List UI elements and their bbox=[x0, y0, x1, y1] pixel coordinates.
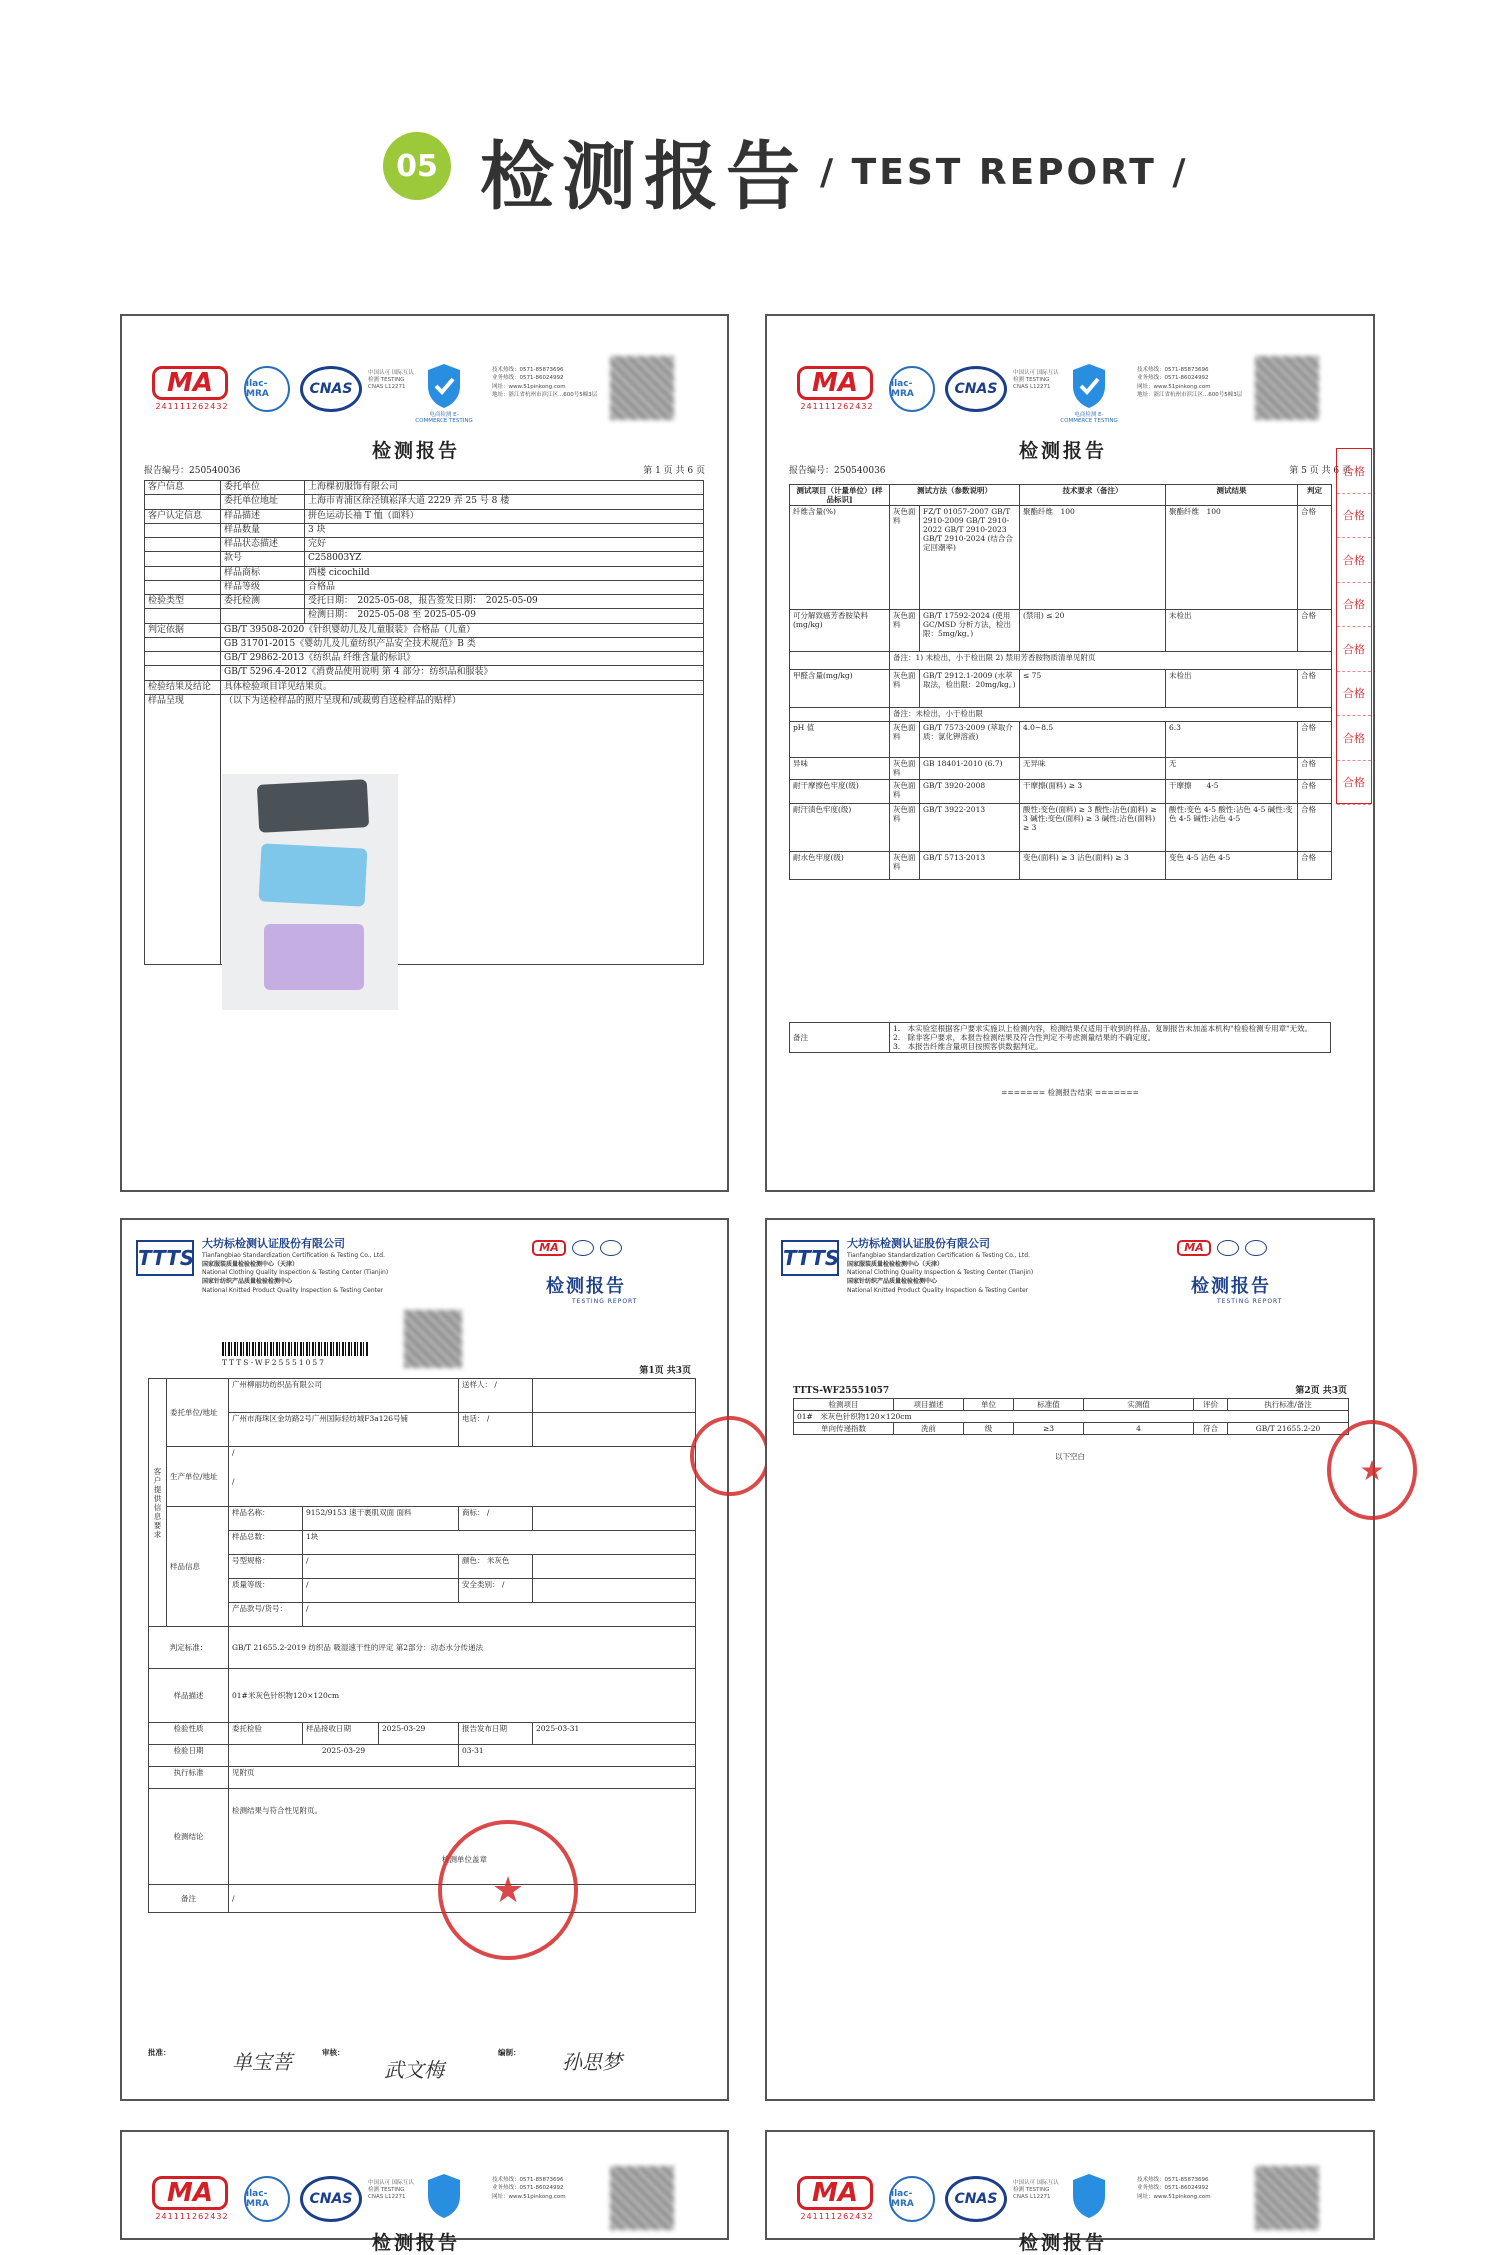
table-cell: 变色 4-5 沾色 4-5 bbox=[1166, 852, 1298, 880]
report-number: 报告编号：250540036 bbox=[144, 466, 241, 476]
doc-title: 检测报告 bbox=[1019, 440, 1108, 462]
row-note: 备注：1) 未检出，小于检出限 2) 禁用芳香胺物质清单见附页 bbox=[890, 652, 1332, 670]
table-header-cell: 判定 bbox=[1298, 485, 1332, 506]
row-value: 检测日期： 2025-05-08 至 2025-05-09 bbox=[305, 609, 704, 623]
cnas-note: 中国认可 国际互认 检测 TESTING CNAS L12271 bbox=[368, 2180, 414, 2201]
shield-icon bbox=[424, 362, 464, 410]
section-header bbox=[0, 0, 1500, 300]
row-value: 上海市青浦区徐泾镇崧泽大道 2229 弄 25 号 8 楼 bbox=[305, 495, 704, 509]
contact-info: 技术热线：0571-85873696 业务热线：0571-86024992 网址：www.51pinkong.com bbox=[1137, 2177, 1211, 2200]
table-row bbox=[790, 852, 1332, 880]
pass-stamp-tab: 合格 bbox=[1337, 761, 1371, 806]
table-cell: ≥3 bbox=[1014, 1423, 1084, 1435]
pass-stamp-tab: 合格 bbox=[1337, 538, 1371, 583]
row-label: 样品状态描述 bbox=[221, 538, 305, 552]
table-cell: 灰色面料 bbox=[890, 804, 920, 852]
ilac-mra-logo: ilac-MRA bbox=[889, 2176, 935, 2222]
row-note: 备注：未检出，小于检出限 bbox=[890, 708, 1332, 722]
verdict-cell: 合格 bbox=[1298, 610, 1332, 652]
table-row bbox=[794, 1423, 1349, 1435]
verdict-cell: 合格 bbox=[1298, 780, 1332, 804]
table-row bbox=[145, 538, 704, 552]
verdict-cell: 合格 bbox=[1298, 852, 1332, 880]
pass-stamp-tab: 合格 bbox=[1337, 672, 1371, 717]
row-value: 3 块 bbox=[305, 523, 704, 537]
ttts-title-block bbox=[532, 1240, 712, 1320]
row-value: （以下为送检样品的照片呈现和/或裁剪自送检样品的贴样） bbox=[221, 694, 704, 964]
verdict-cell: 合格 bbox=[1298, 758, 1332, 780]
row-category bbox=[145, 609, 221, 623]
table-cell: 酸性:变色 4-5 酸性:沾色 4-5 碱性:变色 4-5 碱性:沾色 4-5 bbox=[1166, 804, 1298, 852]
row-category: 检验类型 bbox=[145, 595, 221, 609]
table-row bbox=[145, 509, 704, 523]
cnas-mini-logo bbox=[600, 1240, 622, 1256]
approve-label: 批准： bbox=[148, 2048, 171, 2057]
ilac-mini-logo bbox=[1217, 1240, 1239, 1256]
row-category bbox=[145, 580, 221, 594]
table-header-row bbox=[794, 1399, 1349, 1411]
table-cell: 酸性:变色(面料) ≥ 3 酸性:沾色(面料) ≥ 3 碱性:变色(面料) ≥ 3 碱性:沾色(面料) ≥ 3 bbox=[1020, 804, 1166, 852]
table-header-cell: 执行标准/备注 bbox=[1228, 1399, 1349, 1411]
ilac-mini-logo bbox=[572, 1240, 594, 1256]
row-label: 样品等级 bbox=[221, 580, 305, 594]
qr-code bbox=[1255, 2166, 1319, 2230]
cma-logo: MA 241111262432 bbox=[797, 2176, 877, 2226]
row-label: 样品数量 bbox=[221, 523, 305, 537]
testing-report-title: 检测报告 bbox=[1191, 1276, 1271, 1297]
qr-code bbox=[1255, 356, 1319, 420]
pass-stamp-tab: 合格 bbox=[1337, 583, 1371, 628]
table-cell: pH 值 bbox=[790, 722, 890, 758]
pass-stamp-tab: 合格 bbox=[1337, 627, 1371, 672]
table-header-cell: 技术要求（备注） bbox=[1020, 485, 1166, 506]
table-cell: 灰色面料 bbox=[890, 722, 920, 758]
table-cell: 洗前 bbox=[894, 1423, 964, 1435]
table-header-cell: 项目描述 bbox=[894, 1399, 964, 1411]
table-cell: 耐汗渍色牢度(级) bbox=[790, 804, 890, 852]
table-cell: 可分解致癌芳香胺染料(mg/kg) bbox=[790, 610, 890, 652]
row-label: 委托单位地址 bbox=[221, 495, 305, 509]
row-value: C258003YZ bbox=[305, 552, 704, 566]
table-row bbox=[790, 708, 1332, 722]
section-number-badge: 05 bbox=[383, 132, 451, 200]
table-cell: GB/T 5713-2013 bbox=[920, 852, 1020, 880]
table-row bbox=[790, 722, 1332, 758]
qr-code bbox=[404, 1310, 462, 1368]
row-category bbox=[145, 566, 221, 580]
table-row bbox=[145, 566, 704, 580]
table-cell: 灰色面料 bbox=[890, 780, 920, 804]
row-value: 上海棵初服饰有限公司 bbox=[305, 481, 704, 495]
table-cell: (禁用) ≤ 20 bbox=[1020, 610, 1166, 652]
table-row bbox=[145, 523, 704, 537]
table-cell: 4 bbox=[1084, 1423, 1194, 1435]
table-header-cell: 单位 bbox=[964, 1399, 1014, 1411]
table-cell: 耐水色牢度(级) bbox=[790, 852, 890, 880]
verdict-cell: 合格 bbox=[1298, 670, 1332, 708]
table-cell: GB/T 7573-2009 (萃取介质：氯化钾溶液) bbox=[920, 722, 1020, 758]
ttts-title-block bbox=[1177, 1240, 1357, 1320]
cma-mini-logo: MA bbox=[532, 1240, 566, 1256]
table-header-cell: 实测值 bbox=[1084, 1399, 1194, 1411]
ttts-company-info: 大坊标检测认证股份有限公司 Tianfangbiao Standardization Certification & Testing Co., Ltd. 国家服装质量检验检测中心（天津） National Clothing Quality Inspection & Testing Center (Tianjin) 国家针纺织产品质量检验检测中心 National Knitted Product Quality Inspection & Testing Center bbox=[847, 1237, 1034, 1294]
row-category bbox=[145, 552, 221, 566]
cnas-note: 中国认可 国际互认 检测 TESTING CNAS L12271 bbox=[368, 370, 414, 391]
review-label: 审核： bbox=[322, 2048, 345, 2057]
qr-code bbox=[610, 2166, 674, 2230]
table-cell: 灰色面料 bbox=[890, 610, 920, 652]
table-cell: 灰色面料 bbox=[890, 670, 920, 708]
page-number: 第1页 共3页 bbox=[639, 1366, 691, 1376]
cma-logo: MA 241111262432 bbox=[152, 2176, 232, 2226]
ttts-company-info: 大坊标检测认证股份有限公司 Tianfangbiao Standardization Certification & Testing Co., Ltd. 国家服装质量检验检测中心（天津） National Clothing Quality Inspection & Testing Center (Tianjin) 国家针纺织产品质量检验检测中心 National Knitted Product Quality Inspection & Testing Center bbox=[202, 1237, 389, 1294]
row-label: 样品商标 bbox=[221, 566, 305, 580]
row-category: 判定依据 bbox=[145, 623, 221, 637]
table-row bbox=[790, 670, 1332, 708]
cma-mini-logo: MA bbox=[1177, 1240, 1211, 1256]
verdict-cell: 合格 bbox=[1298, 506, 1332, 610]
table-cell: 未检出 bbox=[1166, 610, 1298, 652]
cnas-mini-logo bbox=[1245, 1240, 1267, 1256]
ttts-logo: TTTS bbox=[136, 1240, 194, 1276]
signature-approver: 单宝菩 bbox=[232, 2050, 292, 2074]
table-cell: 聚酯纤维 100 bbox=[1166, 506, 1298, 610]
section-subtitle: / TEST REPORT / bbox=[820, 152, 1189, 193]
contact-info: 技术热线：0571-85873696 业务热线：0571-86024992 网址：www.51pinkong.com 地址：浙江省杭州市滨江区...600号5幢3层 bbox=[1137, 367, 1243, 398]
row-category: 检验结果及结论 bbox=[145, 680, 221, 694]
table-cell: 甲醛含量(mg/kg) bbox=[790, 670, 890, 708]
row-category: 客户信息 bbox=[145, 481, 221, 495]
table-row bbox=[145, 580, 704, 594]
table-row bbox=[790, 758, 1332, 780]
table-header-row bbox=[790, 485, 1332, 506]
sample-photo bbox=[222, 774, 398, 1010]
doc-title: 检测报告 bbox=[372, 440, 461, 462]
table-cell: 无异味 bbox=[1020, 758, 1166, 780]
table-cell: GB 18401-2010 (6.7) bbox=[920, 758, 1020, 780]
table-header-cell: 测试结果 bbox=[1166, 485, 1298, 506]
report-page-partial-1[interactable] bbox=[120, 2130, 729, 2254]
blank-note: 以下空白 bbox=[1055, 1452, 1085, 1461]
red-seal: ★ bbox=[438, 1820, 578, 1960]
report-logos bbox=[152, 356, 692, 426]
ecommerce-label: 电商检测 E-COMMERCE TESTING bbox=[1060, 412, 1118, 424]
table-header-cell: 标准值 bbox=[1014, 1399, 1084, 1411]
ttts-info-table: 客户提供信息要求 委托单位/地址 广州柳丽坊纺织品有限公司 送样人： / 广州市海珠区金坊路2号广州国际轻纺城F3a126号铺 电话： / 生产单位/地址 / / 样品信息 样品名称： 9152/9153 速干裹肌双面 面料 商标： / 样品总数： 1块 号型规格： / 颜色： 米灰色 质量等级： / 安全类别： / 产品款号/货号： / 判定标准： GB/T 21655.2-2019 纺织品 吸湿速干性的评定 第2部分：动态水分传递法 样品描述 01#米灰色针织物120×120cm 检验性质 委托检验 样品接收日期 2025-03-29 报告发布日期 2025-03-31 检验日期 2025-03-29 03-31 执行标准 见附页 检测结论 检测结果与符合性见附页。 检测单位盖章 备注 / bbox=[148, 1378, 696, 1913]
compile-label: 编制： bbox=[498, 2048, 521, 2057]
table-header-cell: 检测项目 bbox=[794, 1399, 894, 1411]
ilac-mra-logo: ilac-MRA bbox=[244, 2176, 290, 2222]
table-row bbox=[790, 804, 1332, 852]
ecommerce-label: 电商检测 E-COMMERCE TESTING bbox=[415, 412, 473, 424]
table-cell: 变色(面料) ≥ 3 沾色(面料) ≥ 3 bbox=[1020, 852, 1166, 880]
row-label: 委托单位 bbox=[221, 481, 305, 495]
row-label: 款号 bbox=[221, 552, 305, 566]
cma-logo: MA 241111262432 bbox=[797, 366, 877, 416]
cnas-note: 中国认可 国际互认 检测 TESTING CNAS L12271 bbox=[1013, 2180, 1059, 2201]
report-logos bbox=[797, 2166, 1337, 2236]
ttts-result-table bbox=[793, 1398, 1349, 1435]
barcode bbox=[222, 1342, 368, 1356]
doc-title: 检测报告 bbox=[1019, 2232, 1108, 2254]
table-cell: 6.3 bbox=[1166, 722, 1298, 758]
report-logos bbox=[797, 356, 1337, 426]
row-value: GB 31701-2015《婴幼儿及儿童纺织产品安全技术规范》B 类 bbox=[221, 637, 704, 651]
red-seal-partial: ★ bbox=[1327, 1420, 1417, 1520]
table-cell: 符合 bbox=[1194, 1423, 1228, 1435]
table-cell: 单向传递指数 bbox=[794, 1423, 894, 1435]
table-cell: 耐干摩擦色牢度(级) bbox=[790, 780, 890, 804]
row-value: 西楼 cicochild bbox=[305, 566, 704, 580]
testing-report-en: TESTING REPORT bbox=[1217, 1298, 1283, 1305]
table-row bbox=[145, 609, 704, 623]
testing-report-title: 检测报告 bbox=[546, 1276, 626, 1297]
row-category: 样品呈现 bbox=[145, 694, 221, 964]
cnas-logo: CNAS bbox=[945, 2176, 1007, 2222]
table-cell: 无 bbox=[1166, 758, 1298, 780]
table-row bbox=[145, 495, 704, 509]
table-header-cell: 测试项目（计量单位）[样品标识] bbox=[790, 485, 890, 506]
table-cell: GB/T 2912.1-2009 (水萃取法，检出限：20mg/kg。) bbox=[920, 670, 1020, 708]
table-row bbox=[145, 552, 704, 566]
table-cell: 灰色面料 bbox=[890, 506, 920, 610]
page-number: 第2页 共3页 bbox=[1295, 1386, 1347, 1396]
contact-info: 技术热线：0571-85873696 业务热线：0571-86024992 网址：www.51pinkong.com bbox=[492, 2177, 566, 2200]
sample-swatch-blue bbox=[259, 843, 368, 906]
row-category bbox=[145, 523, 221, 537]
table-cell: ≤ 75 bbox=[1020, 670, 1166, 708]
row-category bbox=[145, 666, 221, 680]
row-value: GB/T 39508-2020《针织婴幼儿及儿童服装》合格品（儿童） bbox=[221, 623, 704, 637]
row-value: 完好 bbox=[305, 538, 704, 552]
report-end-line: ======= 检测报告结束 ======= bbox=[1001, 1088, 1139, 1097]
qr-code bbox=[610, 356, 674, 420]
row-value: GB/T 5296.4-2012《消费品使用说明 第 4 部分：纺织品和服装》 bbox=[221, 666, 704, 680]
table-row bbox=[145, 666, 704, 680]
table-cell: GB/T 21655.2-20 bbox=[1228, 1423, 1349, 1435]
ttts-report-page-2[interactable] bbox=[765, 1218, 1385, 2101]
report-logos bbox=[152, 2166, 692, 2236]
shield-icon bbox=[424, 2172, 464, 2220]
verdict-cell: 合格 bbox=[1298, 804, 1332, 852]
row-category bbox=[145, 495, 221, 509]
table-cell: GB/T 17592-2024 (使用 GC/MSD 分析方法，检出限：5mg/kg。) bbox=[920, 610, 1020, 652]
report-meta bbox=[144, 466, 705, 477]
table-row bbox=[145, 595, 704, 609]
report2-table bbox=[789, 484, 1332, 880]
pass-stamp-strip bbox=[1336, 448, 1372, 804]
report-number: 报告编号：250540036 bbox=[789, 466, 886, 476]
doc-title: 检测报告 bbox=[372, 2232, 461, 2254]
verdict-cell: 合格 bbox=[1298, 722, 1332, 758]
sample-swatch-purple bbox=[264, 924, 364, 990]
shield-icon bbox=[1069, 2172, 1109, 2220]
table-row bbox=[790, 506, 1332, 610]
cnas-logo: CNAS bbox=[945, 366, 1007, 412]
table-row bbox=[145, 652, 704, 666]
table-row bbox=[790, 610, 1332, 652]
ilac-mra-logo: ilac-MRA bbox=[889, 366, 935, 412]
page-number: 第 5 页 共 6 页 bbox=[1289, 466, 1351, 476]
row-category: 客户认定信息 bbox=[145, 509, 221, 523]
table-cell: GB/T 3922-2013 bbox=[920, 804, 1020, 852]
row-category bbox=[145, 637, 221, 651]
table-cell: 灰色面料 bbox=[890, 852, 920, 880]
table-cell: 异味 bbox=[790, 758, 890, 780]
cnas-logo: CNAS bbox=[300, 366, 362, 412]
page-number: 第 1 页 共 6 页 bbox=[643, 466, 705, 476]
row-value: 具体检验项目详见结果页。 bbox=[221, 680, 704, 694]
table-cell: 4.0~8.5 bbox=[1020, 722, 1166, 758]
red-seal-partial bbox=[690, 1416, 770, 1496]
testing-report-en: TESTING REPORT bbox=[572, 1298, 638, 1305]
ttts-report-page-1[interactable] bbox=[120, 1218, 729, 2101]
table-header-cell: 测试方法（参数说明） bbox=[890, 485, 1020, 506]
report-page-1[interactable] bbox=[120, 314, 729, 1192]
pass-stamp-tab: 合格 bbox=[1337, 494, 1371, 539]
sample-swatch-gray bbox=[257, 779, 369, 833]
report2-notes: 备注 1. 本实验室根据客户要求实施以上检测内容，检测结果仅适用于收到的样品。复制报告未加盖本机构"检验检测专用章"无效。 2. 除非客户要求，本报告检测结果及符合性判定不考虑测量结果的不确定度。 3. 本报告纤维含量项目按照客供数据判定。 bbox=[789, 1022, 1331, 1053]
ilac-mra-logo: ilac-MRA bbox=[244, 366, 290, 412]
signature-reviewer: 武文梅 bbox=[384, 2058, 444, 2082]
pass-stamp-tab: 合格 bbox=[1337, 449, 1371, 494]
sample-cell: 01# 米灰色针织物120×120cm bbox=[794, 1411, 1349, 1423]
table-cell: 干摩擦(面料) ≥ 3 bbox=[1020, 780, 1166, 804]
row-value: 拼色运动长袖 T 恤（面料） bbox=[305, 509, 704, 523]
row-value: 合格品 bbox=[305, 580, 704, 594]
report-page-partial-2[interactable] bbox=[765, 2130, 1375, 2254]
table-cell: 纤维含量(%) bbox=[790, 506, 890, 610]
table-cell: GB/T 3920-2008 bbox=[920, 780, 1020, 804]
table-row bbox=[145, 680, 704, 694]
row-value: GB/T 29862-2013《纺织品 纤维含量的标识》 bbox=[221, 652, 704, 666]
cnas-note: 中国认可 国际互认 检测 TESTING CNAS L12271 bbox=[1013, 370, 1059, 391]
cma-logo: MA 241111262432 bbox=[152, 366, 232, 416]
report-number: TTTS-WF25551057 bbox=[793, 1386, 890, 1396]
cnas-logo: CNAS bbox=[300, 2176, 362, 2222]
table-cell: FZ/T 01057-2007 GB/T 2910-2009 GB/T 2910-2022 GB/T 2910-2023 GB/T 2910-2024 (结合合定回潮率) bbox=[920, 506, 1020, 610]
row-label: 委托检测 bbox=[221, 595, 305, 609]
table-cell: 灰色面料 bbox=[890, 758, 920, 780]
pass-stamp-tab: 合格 bbox=[1337, 716, 1371, 761]
report-page-5[interactable] bbox=[765, 314, 1375, 1192]
contact-info: 技术热线：0571-85873696 业务热线：0571-86024992 网址：www.51pinkong.com 地址：浙江省杭州市滨江区...600号5幢3层 bbox=[492, 367, 598, 398]
table-row bbox=[145, 637, 704, 651]
table-row bbox=[145, 623, 704, 637]
ttts-logo: TTTS bbox=[781, 1240, 839, 1276]
row-label bbox=[221, 609, 305, 623]
table-cell: 级 bbox=[964, 1423, 1014, 1435]
signature-compiler: 孙思梦 bbox=[562, 2050, 622, 2074]
barcode-text: TTTS-WF25551057 bbox=[222, 1358, 326, 1367]
table-cell: 聚酯纤维 100 bbox=[1020, 506, 1166, 610]
report-meta bbox=[793, 1386, 1347, 1397]
shield-icon bbox=[1069, 362, 1109, 410]
report-meta bbox=[789, 466, 1351, 477]
table-row bbox=[790, 652, 1332, 670]
table-cell: 未检出 bbox=[1166, 670, 1298, 708]
section-title: 检测报告 bbox=[480, 134, 808, 220]
table-row bbox=[145, 481, 704, 495]
row-category bbox=[145, 652, 221, 666]
table-row bbox=[790, 780, 1332, 804]
table-cell: 干摩擦 4-5 bbox=[1166, 780, 1298, 804]
row-value: 受托日期： 2025-05-08，报告签发日期： 2025-05-09 bbox=[305, 595, 704, 609]
sample-row bbox=[794, 1411, 1349, 1423]
row-label: 样品描述 bbox=[221, 509, 305, 523]
table-header-cell: 评价 bbox=[1194, 1399, 1228, 1411]
row-category bbox=[145, 538, 221, 552]
